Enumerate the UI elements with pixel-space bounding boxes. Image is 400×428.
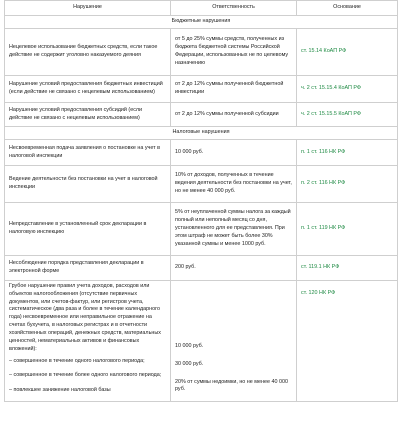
violation-cell: Нарушение условий предоставления субсидий (если действие не связано с нецелевым использованием) — [5, 103, 171, 127]
liability-cell: 200 руб. — [171, 256, 297, 281]
basis-link[interactable]: ч. 2 ст. 15.15.4 КоАП РФ — [297, 76, 398, 103]
basis-link[interactable]: п. 2 ст. 116 НК РФ — [297, 166, 398, 203]
violation-cell: Несоблюдение порядка представления декларации в электронной форме — [5, 256, 171, 281]
violation-cell: Нарушение условий предоставления бюджетных инвестиций (если действие не связано с нецелевым использованием) — [5, 76, 171, 103]
liability-cell: 5% от неуплаченной суммы налога за каждый полный или неполный месяц со дня, установленного для ее представления. При этом штраф не может быть более 30% указанной суммы и менее 1000 руб. — [171, 203, 297, 256]
table-row — [5, 140, 398, 166]
table-row — [5, 166, 398, 203]
liability-cell — [171, 281, 297, 402]
section-title: Налоговые нарушения — [5, 127, 398, 140]
basis-link[interactable]: ст. 120 НК РФ — [297, 281, 398, 402]
violation-cell — [5, 281, 171, 402]
violation-cell: Непредставление в установленный срок декларации в налоговую инспекцию — [5, 203, 171, 256]
basis-link[interactable]: п. 1 ст. 119 НК РФ — [297, 203, 398, 256]
table-row — [5, 29, 398, 76]
violation-cell: Ведение деятельности без постановки на учет в налоговой инспекции — [5, 166, 171, 203]
liability-cell: 10% от доходов, полученных в течение ведения деятельности без постановки на учет, но не менее 40 000 руб. — [171, 166, 297, 203]
basis-link[interactable]: ст. 119.1 НК РФ — [297, 256, 398, 281]
liability-cell: от 2 до 12% суммы полученной бюджетной инвестиции — [171, 76, 297, 103]
table-header-row — [5, 1, 398, 16]
liability-table — [4, 0, 398, 402]
gross-liability: 30 000 руб. — [175, 360, 204, 367]
basis-link[interactable]: п. 1 ст. 116 НК РФ — [297, 140, 398, 166]
table-row — [5, 203, 398, 256]
section-row-tax — [5, 127, 398, 140]
header-violation: Нарушение — [5, 1, 171, 16]
table-row — [5, 76, 398, 103]
table-row-gross-violation — [5, 281, 398, 402]
violation-cell: Несвоевременная подача заявления о постановке на учет в налоговой инспекции — [5, 140, 171, 166]
gross-liability: 20% от суммы недоимки, но не менее 40 000 руб. — [175, 378, 288, 393]
gross-item: – повлекшее занижение налоговой базы — [9, 387, 111, 394]
gross-item: – совершенное в течение одного налогового периода; — [9, 358, 145, 365]
basis-link[interactable]: ст. 15.14 КоАП РФ — [297, 29, 398, 76]
header-basis: Основание — [297, 1, 398, 16]
gross-liability: 10 000 руб. — [175, 343, 204, 349]
gross-item: – совершенное в течение более одного налогового периода; — [9, 372, 162, 379]
liability-cell: от 2 до 12% суммы полученной субсидии — [171, 103, 297, 127]
liability-cell: от 5 до 25% суммы средств, полученных из бюджета бюджетной системы Российской Федерации, использованных не по целевому назначению — [171, 29, 297, 76]
liability-cell: 10 000 руб. — [171, 140, 297, 166]
gross-violation-text: Грубое нарушение правил учета доходов, расходов или объектов налогообложения (отсутствие первичных документов, или счетов-фактур, или регистров учета, систематическое (два раза и более в течение календарного года) несвоевременное или неправильное отражение на счетах бухучета, в налоговых регистрах и в отчетности хозяйственных операций, денежных средств, материальных ценностей, нематериальных активов и финансовых вложений): — [9, 283, 161, 352]
violation-cell: Нецелевое использование бюджетных средств, если такое действие не содержит уголовно наказуемого деяния — [5, 29, 171, 76]
basis-link[interactable]: ч. 2 ст. 15.15.5 КоАП РФ — [297, 103, 398, 127]
table-row — [5, 103, 398, 127]
header-liability: Ответственность — [171, 1, 297, 16]
table-row — [5, 256, 398, 281]
section-row-budget — [5, 16, 398, 29]
section-title: Бюджетные нарушения — [5, 16, 398, 29]
